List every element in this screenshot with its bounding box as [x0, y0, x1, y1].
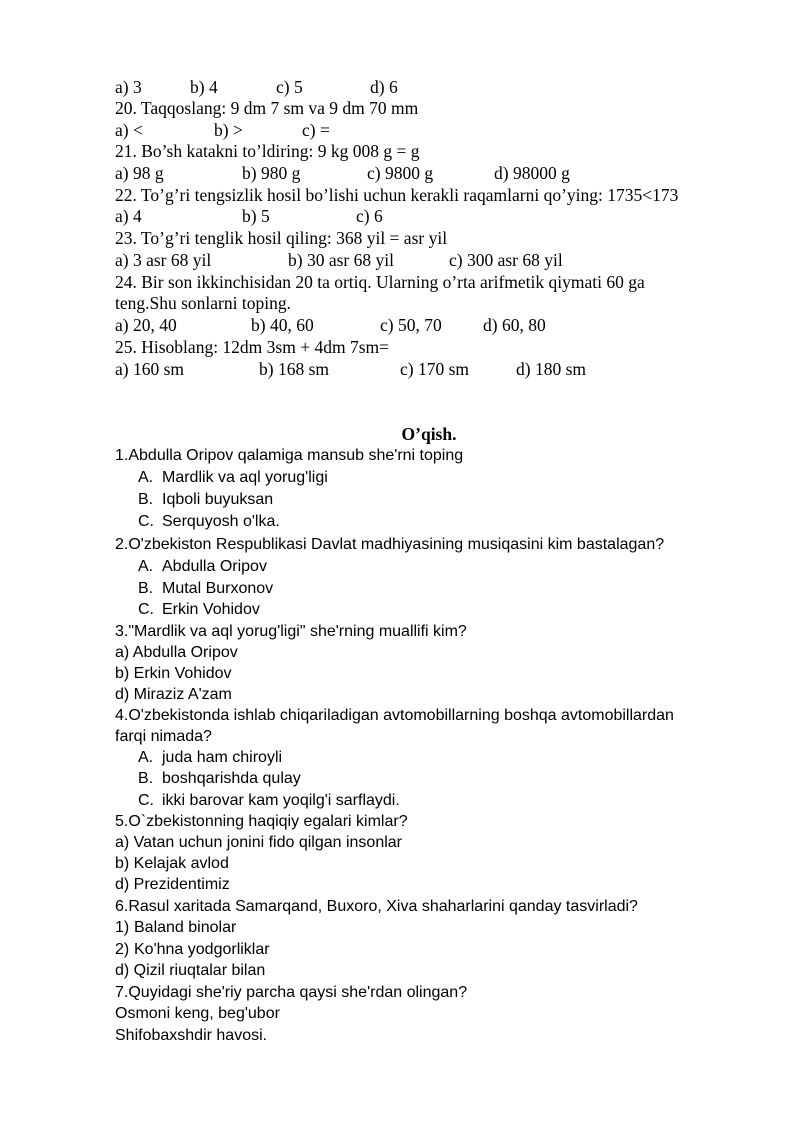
option-text: Abdulla Oripov	[162, 558, 267, 575]
option-marker: C.	[138, 601, 154, 618]
q25-option-c: c) 170 sm	[400, 359, 470, 379]
option-marker: 1)	[115, 919, 130, 936]
q20-option-b: b) >	[214, 120, 243, 140]
option-text: Mardlik va aql yorug'ligi	[162, 469, 328, 486]
option-text: Ko'hna yodgorliklar	[134, 941, 270, 958]
reading-q5-option-b: b) Kelajak avlod	[115, 855, 229, 872]
option-text: Iqboli buyuksan	[162, 491, 274, 508]
q20-option-c: c) =	[302, 120, 330, 140]
reading-q5-option-a: a) Vatan uchun jonini fido qilgan insonlar	[115, 834, 403, 851]
q23-option-c: c) 300 asr 68 yil	[449, 250, 563, 270]
option-marker: C.	[138, 513, 154, 530]
q24-option-c: c) 50, 70	[380, 315, 442, 335]
reading-q6-option-1	[115, 917, 236, 938]
option-text: Mutal Burxonov	[162, 580, 274, 597]
q25-option-a: a) 160 sm	[115, 359, 185, 379]
reading-section-title: O’qish.	[401, 424, 457, 444]
q24-option-a: a) 20, 40	[115, 315, 177, 335]
q25-option-d: d) 180 sm	[516, 359, 586, 379]
poem-line-1: Osmoni keng, beg'ubor	[115, 1005, 280, 1022]
option-marker: B.	[138, 770, 154, 787]
q19-option-d: d) 6	[370, 77, 398, 97]
option-marker: C.	[138, 792, 154, 809]
option-text: Baland binolar	[134, 919, 237, 936]
option-marker: A.	[138, 558, 154, 575]
poem-line-2: Shifobaxshdir havosi.	[115, 1027, 268, 1044]
question-24-line2: teng.Shu sonlarni toping.	[115, 293, 291, 313]
q24-option-b: b) 40, 60	[251, 315, 314, 335]
reading-question-2: 2.O'zbekiston Respublikasi Davlat madhiyasining musiqasini kim bastalagan?	[115, 536, 665, 553]
reading-question-6: 6.Rasul xaritada Samarqand, Buxoro, Xiva shaharlarini qanday tasvirladi?	[115, 898, 638, 915]
reading-q5-option-d: d) Prezidentimiz	[115, 876, 230, 893]
q22-option-a: a) 4	[115, 206, 142, 226]
option-text: boshqarishda qulay	[162, 770, 301, 787]
question-20: 20. Taqqoslang: 9 dm 7 sm va 9 dm 70 mm	[115, 98, 419, 118]
q21-option-a: a) 98 g	[115, 163, 164, 183]
reading-question-1: 1.Abdulla Oripov qalamiga mansub she'rni toping	[115, 447, 464, 464]
option-text: juda ham chiroyli	[162, 749, 283, 766]
question-21: 21. Bo’sh katakni to’ldiring: 9 kg 008 g = g	[115, 141, 420, 161]
q22-option-b: b) 5	[242, 206, 270, 226]
reading-q6-option-2	[115, 939, 270, 960]
option-text: Erkin Vohidov	[162, 601, 260, 618]
reading-q2-option-c	[138, 599, 260, 620]
question-24-line1: 24. Bir son ikkinchisidan 20 ta ortiq. Ularning o’rta arifmetik qiymati 60 ga	[115, 272, 645, 292]
question-22: 22. To’g’ri tengsizlik hosil bo’lishi uchun kerakli raqamlarni qo’ying: 1735<173	[115, 185, 679, 205]
option-marker: B.	[138, 491, 154, 508]
q19-option-a: a) 3	[115, 77, 142, 97]
q19-option-b: b) 4	[190, 77, 218, 97]
q21-option-c: c) 9800 g	[367, 163, 434, 183]
q24-option-d: d) 60, 80	[483, 315, 546, 335]
option-marker: 2)	[115, 941, 130, 958]
reading-q1-option-b	[138, 489, 273, 510]
reading-q4-option-a	[138, 747, 282, 768]
reading-question-4-line2: farqi nimada?	[115, 728, 212, 745]
reading-q6-option-d: d) Qizil riuqtalar bilan	[115, 962, 266, 979]
reading-q1-option-c	[138, 511, 280, 532]
q21-option-b: b) 980 g	[242, 163, 301, 183]
q21-option-d: d) 98000 g	[494, 163, 570, 183]
reading-question-4-line1: 4.O'zbekistonda ishlab chiqariladigan avtomobillarning boshqa avtomobillardan	[115, 707, 674, 724]
option-marker: A.	[138, 469, 154, 486]
q20-option-a: a) <	[115, 120, 143, 140]
question-25: 25. Hisoblang: 12dm 3sm + 4dm 7sm=	[115, 337, 389, 357]
q23-option-a: a) 3 asr 68 yil	[115, 250, 212, 270]
question-23: 23. To’g’ri tenglik hosil qiling: 368 yil = asr yil	[115, 228, 448, 248]
q19-option-c: c) 5	[276, 77, 303, 97]
q23-option-b: b) 30 asr 68 yil	[288, 250, 394, 270]
q22-option-c: c) 6	[356, 206, 383, 226]
reading-q3-option-a: a) Abdulla Oripov	[115, 644, 238, 661]
reading-q2-option-a	[138, 556, 267, 577]
reading-q1-option-a	[138, 467, 328, 488]
reading-question-3: 3."Mardlik va aql yorug'ligi" she'rning muallifi kim?	[115, 623, 467, 640]
reading-q4-option-b	[138, 768, 301, 789]
reading-q3-option-b: b) Erkin Vohidov	[115, 665, 232, 682]
q25-option-b: b) 168 sm	[259, 359, 329, 379]
reading-question-7: 7.Quyidagi she'riy parcha qaysi she'rdan olingan?	[115, 984, 468, 1001]
reading-q4-option-c	[138, 790, 400, 811]
reading-question-5: 5.O`zbekistonning haqiqiy egalari kimlar?	[115, 813, 408, 830]
option-text: ikki barovar kam yoqilg'i sarflaydi.	[162, 792, 400, 809]
option-marker: A.	[138, 749, 154, 766]
reading-q3-option-d: d) Miraziz A'zam	[115, 686, 232, 703]
option-marker: B.	[138, 580, 154, 597]
reading-q2-option-b	[138, 578, 273, 599]
option-text: Serquyosh o'lka.	[162, 513, 280, 530]
